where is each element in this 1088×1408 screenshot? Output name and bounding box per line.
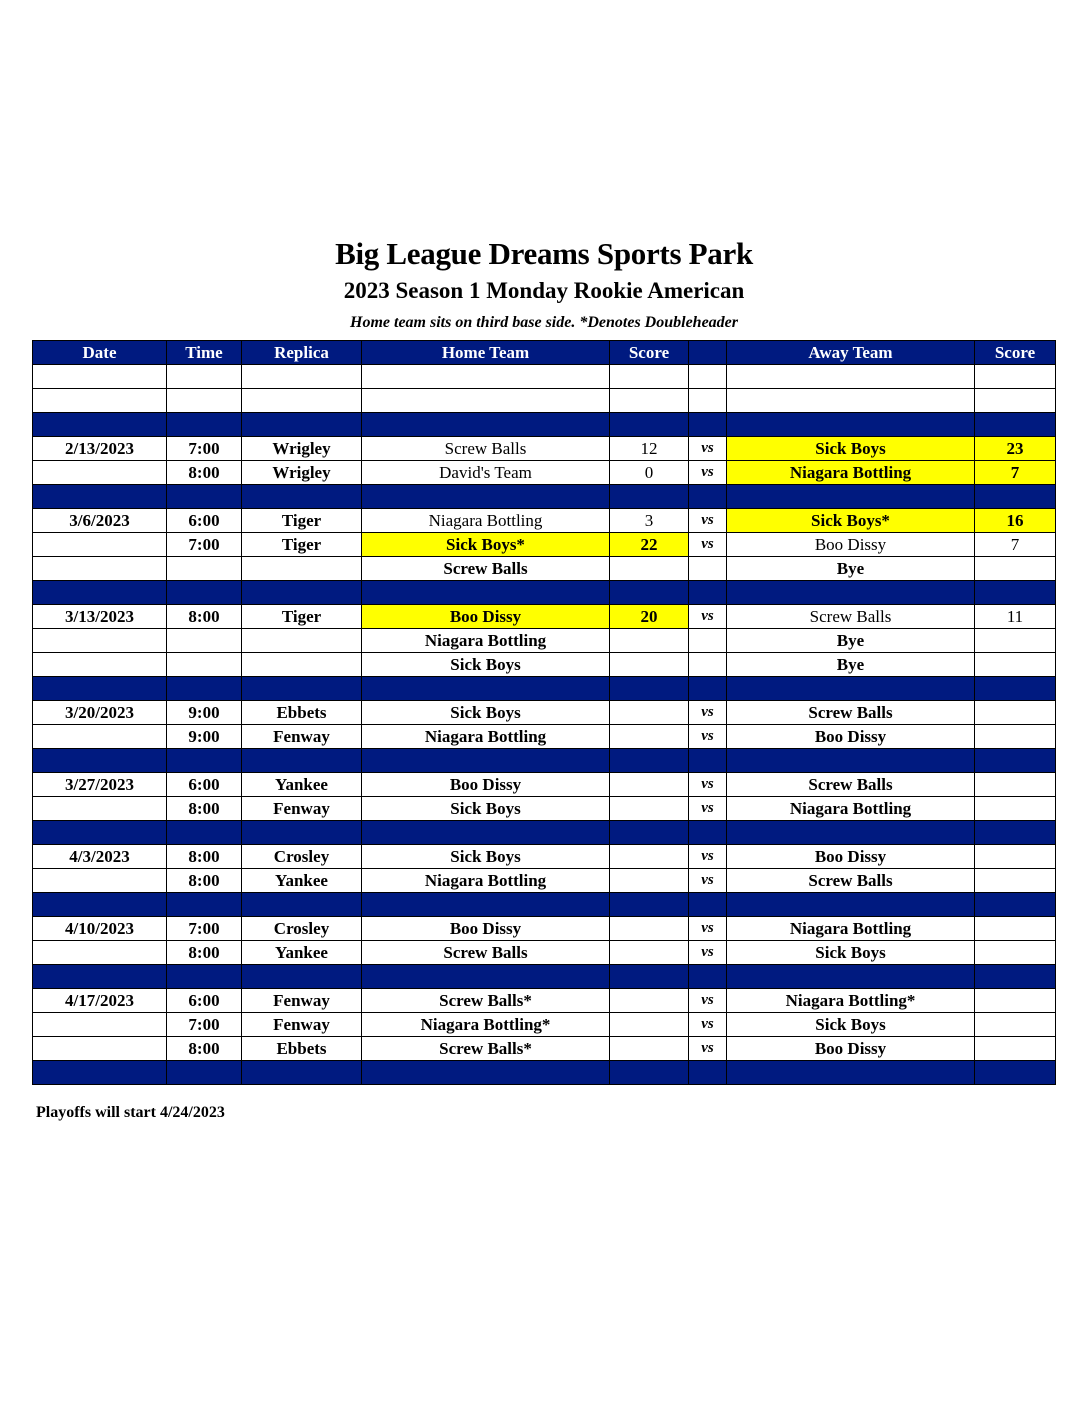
game-row bbox=[33, 1037, 1056, 1061]
vs-cell bbox=[689, 893, 727, 917]
date-cell bbox=[33, 365, 167, 389]
home-score-cell bbox=[610, 821, 689, 845]
away-team-cell: Bye bbox=[727, 557, 975, 581]
home-team-cell bbox=[362, 485, 610, 509]
time-cell: 6:00 bbox=[167, 989, 242, 1013]
game-row bbox=[33, 533, 1056, 557]
home-score-cell bbox=[610, 581, 689, 605]
home-team-cell bbox=[362, 749, 610, 773]
date-cell bbox=[33, 821, 167, 845]
time-cell bbox=[167, 749, 242, 773]
away-score-cell bbox=[975, 893, 1056, 917]
vs-cell: vs bbox=[689, 797, 727, 821]
time-cell bbox=[167, 485, 242, 509]
away-team-cell: Bye bbox=[727, 653, 975, 677]
away-team-cell bbox=[727, 581, 975, 605]
away-score-cell bbox=[975, 485, 1056, 509]
away-team-cell: Bye bbox=[727, 629, 975, 653]
time-cell bbox=[167, 965, 242, 989]
page-subtitle: 2023 Season 1 Monday Rookie American bbox=[343, 278, 745, 303]
away-score-cell: 11 bbox=[975, 605, 1056, 629]
date-cell bbox=[33, 653, 167, 677]
away-team-cell: Niagara Bottling bbox=[727, 797, 975, 821]
header-away-score: Score bbox=[975, 341, 1056, 365]
replica-cell bbox=[242, 389, 362, 413]
away-score-cell bbox=[975, 725, 1056, 749]
header-date: Date bbox=[33, 341, 167, 365]
away-score-cell: 16 bbox=[975, 509, 1056, 533]
game-row bbox=[33, 701, 1056, 725]
date-cell bbox=[33, 1013, 167, 1037]
home-team-cell bbox=[362, 581, 610, 605]
time-cell: 7:00 bbox=[167, 533, 242, 557]
separator-row bbox=[33, 485, 1056, 509]
away-team-cell: Screw Balls bbox=[727, 701, 975, 725]
replica-cell: Ebbets bbox=[242, 1037, 362, 1061]
game-row bbox=[33, 1013, 1056, 1037]
game-row bbox=[33, 869, 1056, 893]
date-cell: 3/27/2023 bbox=[33, 773, 167, 797]
away-score-cell bbox=[975, 1061, 1056, 1085]
home-score-cell bbox=[610, 845, 689, 869]
date-cell bbox=[33, 389, 167, 413]
home-team-cell: Boo Dissy bbox=[362, 917, 610, 941]
replica-cell bbox=[242, 653, 362, 677]
home-team-cell: David's Team bbox=[362, 461, 610, 485]
separator-row bbox=[33, 965, 1056, 989]
replica-cell: Tiger bbox=[242, 533, 362, 557]
date-cell bbox=[33, 629, 167, 653]
separator-row bbox=[33, 413, 1056, 437]
away-team-cell: Sick Boys bbox=[727, 1013, 975, 1037]
away-score-cell bbox=[975, 749, 1056, 773]
header-vs bbox=[689, 341, 727, 365]
away-team-cell: Boo Dissy bbox=[727, 845, 975, 869]
home-team-cell: Boo Dissy bbox=[362, 605, 610, 629]
home-team-cell: Sick Boys bbox=[362, 701, 610, 725]
away-team-cell: Sick Boys bbox=[727, 941, 975, 965]
replica-cell: Tiger bbox=[242, 509, 362, 533]
time-cell: 8:00 bbox=[167, 1037, 242, 1061]
date-cell bbox=[33, 1061, 167, 1085]
home-team-cell bbox=[362, 677, 610, 701]
home-team-cell bbox=[362, 365, 610, 389]
game-row bbox=[33, 605, 1056, 629]
separator-row bbox=[33, 581, 1056, 605]
away-score-cell: 7 bbox=[975, 533, 1056, 557]
game-row bbox=[33, 941, 1056, 965]
replica-cell bbox=[242, 965, 362, 989]
away-team-cell bbox=[727, 821, 975, 845]
away-team-cell bbox=[727, 677, 975, 701]
time-cell: 8:00 bbox=[167, 461, 242, 485]
time-cell: 9:00 bbox=[167, 725, 242, 749]
vs-cell: vs bbox=[689, 533, 727, 557]
away-score-cell bbox=[975, 701, 1056, 725]
away-score-cell bbox=[975, 653, 1056, 677]
away-score-cell bbox=[975, 845, 1056, 869]
away-team-cell: Sick Boys bbox=[727, 437, 975, 461]
separator-row bbox=[33, 677, 1056, 701]
away-team-cell: Screw Balls bbox=[727, 605, 975, 629]
game-row bbox=[33, 773, 1056, 797]
home-team-cell: Screw Balls bbox=[362, 557, 610, 581]
vs-cell: vs bbox=[689, 509, 727, 533]
away-score-cell bbox=[975, 869, 1056, 893]
home-score-cell bbox=[610, 725, 689, 749]
replica-cell bbox=[242, 365, 362, 389]
away-score-cell bbox=[975, 941, 1056, 965]
home-score-cell bbox=[610, 629, 689, 653]
time-cell bbox=[167, 389, 242, 413]
game-row bbox=[33, 797, 1056, 821]
away-score-cell bbox=[975, 1013, 1056, 1037]
replica-cell: Fenway bbox=[242, 725, 362, 749]
replica-cell: Fenway bbox=[242, 1013, 362, 1037]
away-team-cell bbox=[727, 389, 975, 413]
home-team-cell: Screw Balls* bbox=[362, 989, 610, 1013]
date-cell: 4/17/2023 bbox=[33, 989, 167, 1013]
date-cell bbox=[33, 1037, 167, 1061]
date-cell: 2/13/2023 bbox=[33, 437, 167, 461]
vs-cell: vs bbox=[689, 1037, 727, 1061]
time-cell bbox=[167, 821, 242, 845]
away-score-cell bbox=[975, 557, 1056, 581]
time-cell bbox=[167, 893, 242, 917]
home-score-cell bbox=[610, 917, 689, 941]
replica-cell: Wrigley bbox=[242, 437, 362, 461]
replica-cell bbox=[242, 629, 362, 653]
vs-cell: vs bbox=[689, 605, 727, 629]
home-team-cell bbox=[362, 413, 610, 437]
game-row bbox=[33, 989, 1056, 1013]
vs-cell: vs bbox=[689, 461, 727, 485]
away-team-cell bbox=[727, 893, 975, 917]
separator-row bbox=[33, 1061, 1056, 1085]
replica-cell: Wrigley bbox=[242, 461, 362, 485]
away-score-cell bbox=[975, 629, 1056, 653]
away-team-cell: Screw Balls bbox=[727, 869, 975, 893]
vs-cell: vs bbox=[689, 701, 727, 725]
vs-cell bbox=[689, 389, 727, 413]
home-score-cell bbox=[610, 749, 689, 773]
date-cell bbox=[33, 869, 167, 893]
replica-cell bbox=[242, 413, 362, 437]
home-score-cell: 12 bbox=[610, 437, 689, 461]
home-score-cell bbox=[610, 1013, 689, 1037]
game-row bbox=[33, 845, 1056, 869]
home-team-cell: Screw Balls* bbox=[362, 1037, 610, 1061]
away-score-cell bbox=[975, 1037, 1056, 1061]
replica-cell bbox=[242, 893, 362, 917]
replica-cell: Crosley bbox=[242, 917, 362, 941]
vs-cell: vs bbox=[689, 725, 727, 749]
vs-cell: vs bbox=[689, 437, 727, 461]
game-row bbox=[33, 917, 1056, 941]
replica-cell bbox=[242, 485, 362, 509]
away-team-cell: Niagara Bottling bbox=[727, 917, 975, 941]
header-home-team: Home Team bbox=[362, 341, 610, 365]
date-cell bbox=[33, 677, 167, 701]
empty-row bbox=[33, 389, 1056, 413]
away-team-cell bbox=[727, 413, 975, 437]
time-cell bbox=[167, 1061, 242, 1085]
vs-cell bbox=[689, 677, 727, 701]
home-score-cell bbox=[610, 941, 689, 965]
home-score-cell bbox=[610, 485, 689, 509]
vs-cell: vs bbox=[689, 917, 727, 941]
game-row bbox=[33, 557, 1056, 581]
playoffs-note: Playoffs will start 4/24/2023 bbox=[36, 1104, 225, 1121]
time-cell bbox=[167, 653, 242, 677]
away-team-cell bbox=[727, 965, 975, 989]
time-cell bbox=[167, 365, 242, 389]
date-cell bbox=[33, 461, 167, 485]
time-cell bbox=[167, 677, 242, 701]
away-score-cell bbox=[975, 677, 1056, 701]
game-row bbox=[33, 629, 1056, 653]
vs-cell bbox=[689, 821, 727, 845]
replica-cell bbox=[242, 677, 362, 701]
home-team-cell: Niagara Bottling bbox=[362, 869, 610, 893]
header-home-score: Score bbox=[610, 341, 689, 365]
home-score-cell bbox=[610, 893, 689, 917]
vs-cell: vs bbox=[689, 845, 727, 869]
vs-cell bbox=[689, 365, 727, 389]
date-cell bbox=[33, 413, 167, 437]
home-team-cell bbox=[362, 389, 610, 413]
away-score-cell bbox=[975, 365, 1056, 389]
home-score-cell: 20 bbox=[610, 605, 689, 629]
home-team-cell bbox=[362, 965, 610, 989]
away-score-cell: 23 bbox=[975, 437, 1056, 461]
home-score-cell bbox=[610, 365, 689, 389]
header-time: Time bbox=[167, 341, 242, 365]
away-score-cell bbox=[975, 989, 1056, 1013]
replica-cell bbox=[242, 557, 362, 581]
home-team-cell: Niagara Bottling bbox=[362, 629, 610, 653]
replica-cell bbox=[242, 1061, 362, 1085]
game-row bbox=[33, 725, 1056, 749]
date-cell: 3/20/2023 bbox=[33, 701, 167, 725]
date-cell: 3/13/2023 bbox=[33, 605, 167, 629]
date-cell bbox=[33, 557, 167, 581]
header-row bbox=[33, 341, 1056, 365]
home-score-cell bbox=[610, 677, 689, 701]
away-team-cell: Niagara Bottling* bbox=[727, 989, 975, 1013]
away-score-cell bbox=[975, 965, 1056, 989]
home-team-cell: Sick Boys bbox=[362, 845, 610, 869]
away-team-cell: Sick Boys* bbox=[727, 509, 975, 533]
date-cell bbox=[33, 533, 167, 557]
time-cell: 7:00 bbox=[167, 1013, 242, 1037]
time-cell: 8:00 bbox=[167, 797, 242, 821]
time-cell: 7:00 bbox=[167, 437, 242, 461]
home-score-cell bbox=[610, 869, 689, 893]
home-score-cell: 22 bbox=[610, 533, 689, 557]
home-score-cell bbox=[610, 965, 689, 989]
home-score-cell bbox=[610, 773, 689, 797]
home-team-cell: Niagara Bottling bbox=[362, 725, 610, 749]
header-replica: Replica bbox=[242, 341, 362, 365]
time-cell: 8:00 bbox=[167, 941, 242, 965]
away-score-cell bbox=[975, 413, 1056, 437]
home-score-cell bbox=[610, 413, 689, 437]
away-team-cell bbox=[727, 365, 975, 389]
home-score-cell: 0 bbox=[610, 461, 689, 485]
home-team-cell: Sick Boys* bbox=[362, 533, 610, 557]
home-team-cell: Sick Boys bbox=[362, 797, 610, 821]
away-score-cell: 7 bbox=[975, 461, 1056, 485]
vs-cell bbox=[689, 629, 727, 653]
date-cell bbox=[33, 965, 167, 989]
away-team-cell bbox=[727, 485, 975, 509]
replica-cell bbox=[242, 821, 362, 845]
date-cell: 4/3/2023 bbox=[33, 845, 167, 869]
home-team-cell: Niagara Bottling bbox=[362, 509, 610, 533]
time-cell: 6:00 bbox=[167, 509, 242, 533]
replica-cell bbox=[242, 749, 362, 773]
separator-row bbox=[33, 893, 1056, 917]
vs-cell bbox=[689, 749, 727, 773]
away-team-cell bbox=[727, 749, 975, 773]
vs-cell bbox=[689, 581, 727, 605]
replica-cell: Yankee bbox=[242, 941, 362, 965]
separator-row bbox=[33, 749, 1056, 773]
home-team-cell: Sick Boys bbox=[362, 653, 610, 677]
away-team-cell: Boo Dissy bbox=[727, 725, 975, 749]
schedule-table bbox=[32, 340, 1056, 1085]
game-row bbox=[33, 653, 1056, 677]
time-cell: 8:00 bbox=[167, 845, 242, 869]
time-cell: 8:00 bbox=[167, 605, 242, 629]
home-team-cell: Screw Balls bbox=[362, 437, 610, 461]
home-score-cell: 3 bbox=[610, 509, 689, 533]
time-cell: 9:00 bbox=[167, 701, 242, 725]
date-cell bbox=[33, 485, 167, 509]
replica-cell: Yankee bbox=[242, 869, 362, 893]
time-cell: 7:00 bbox=[167, 917, 242, 941]
home-score-cell bbox=[610, 557, 689, 581]
vs-cell: vs bbox=[689, 941, 727, 965]
date-cell bbox=[33, 725, 167, 749]
vs-cell: vs bbox=[689, 773, 727, 797]
home-score-cell bbox=[610, 1061, 689, 1085]
vs-cell: vs bbox=[689, 989, 727, 1013]
time-cell bbox=[167, 413, 242, 437]
home-team-cell bbox=[362, 893, 610, 917]
vs-cell bbox=[689, 965, 727, 989]
replica-cell: Tiger bbox=[242, 605, 362, 629]
date-cell: 4/10/2023 bbox=[33, 917, 167, 941]
replica-cell: Fenway bbox=[242, 989, 362, 1013]
away-team-cell bbox=[727, 1061, 975, 1085]
page-title: Big League Dreams Sports Park bbox=[335, 236, 753, 271]
replica-cell: Ebbets bbox=[242, 701, 362, 725]
home-team-cell: Boo Dissy bbox=[362, 773, 610, 797]
away-score-cell bbox=[975, 773, 1056, 797]
home-score-cell bbox=[610, 797, 689, 821]
away-score-cell bbox=[975, 389, 1056, 413]
replica-cell bbox=[242, 581, 362, 605]
date-cell bbox=[33, 581, 167, 605]
away-team-cell: Screw Balls bbox=[727, 773, 975, 797]
vs-cell: vs bbox=[689, 1013, 727, 1037]
away-team-cell: Niagara Bottling bbox=[727, 461, 975, 485]
vs-cell: vs bbox=[689, 869, 727, 893]
date-cell bbox=[33, 941, 167, 965]
game-row bbox=[33, 461, 1056, 485]
time-cell bbox=[167, 629, 242, 653]
away-score-cell bbox=[975, 821, 1056, 845]
date-cell bbox=[33, 893, 167, 917]
separator-row bbox=[33, 821, 1056, 845]
home-team-cell bbox=[362, 1061, 610, 1085]
away-score-cell bbox=[975, 797, 1056, 821]
time-cell bbox=[167, 581, 242, 605]
time-cell bbox=[167, 557, 242, 581]
replica-cell: Yankee bbox=[242, 773, 362, 797]
home-team-cell: Niagara Bottling* bbox=[362, 1013, 610, 1037]
away-score-cell bbox=[975, 917, 1056, 941]
replica-cell: Crosley bbox=[242, 845, 362, 869]
away-score-cell bbox=[975, 581, 1056, 605]
home-score-cell bbox=[610, 1037, 689, 1061]
home-score-cell bbox=[610, 701, 689, 725]
vs-cell bbox=[689, 653, 727, 677]
vs-cell bbox=[689, 1061, 727, 1085]
vs-cell bbox=[689, 413, 727, 437]
header-away-team: Away Team bbox=[727, 341, 975, 365]
page-note: Home team sits on third base side. *Denotes Doubleheader bbox=[350, 314, 738, 331]
home-score-cell bbox=[610, 389, 689, 413]
home-score-cell bbox=[610, 653, 689, 677]
game-row bbox=[33, 509, 1056, 533]
time-cell: 6:00 bbox=[167, 773, 242, 797]
vs-cell bbox=[689, 557, 727, 581]
game-row bbox=[33, 437, 1056, 461]
home-score-cell bbox=[610, 989, 689, 1013]
date-cell bbox=[33, 797, 167, 821]
time-cell: 8:00 bbox=[167, 869, 242, 893]
away-team-cell: Boo Dissy bbox=[727, 533, 975, 557]
date-cell: 3/6/2023 bbox=[33, 509, 167, 533]
vs-cell bbox=[689, 485, 727, 509]
home-team-cell: Screw Balls bbox=[362, 941, 610, 965]
home-team-cell bbox=[362, 821, 610, 845]
replica-cell: Fenway bbox=[242, 797, 362, 821]
empty-row bbox=[33, 365, 1056, 389]
date-cell bbox=[33, 749, 167, 773]
away-team-cell: Boo Dissy bbox=[727, 1037, 975, 1061]
